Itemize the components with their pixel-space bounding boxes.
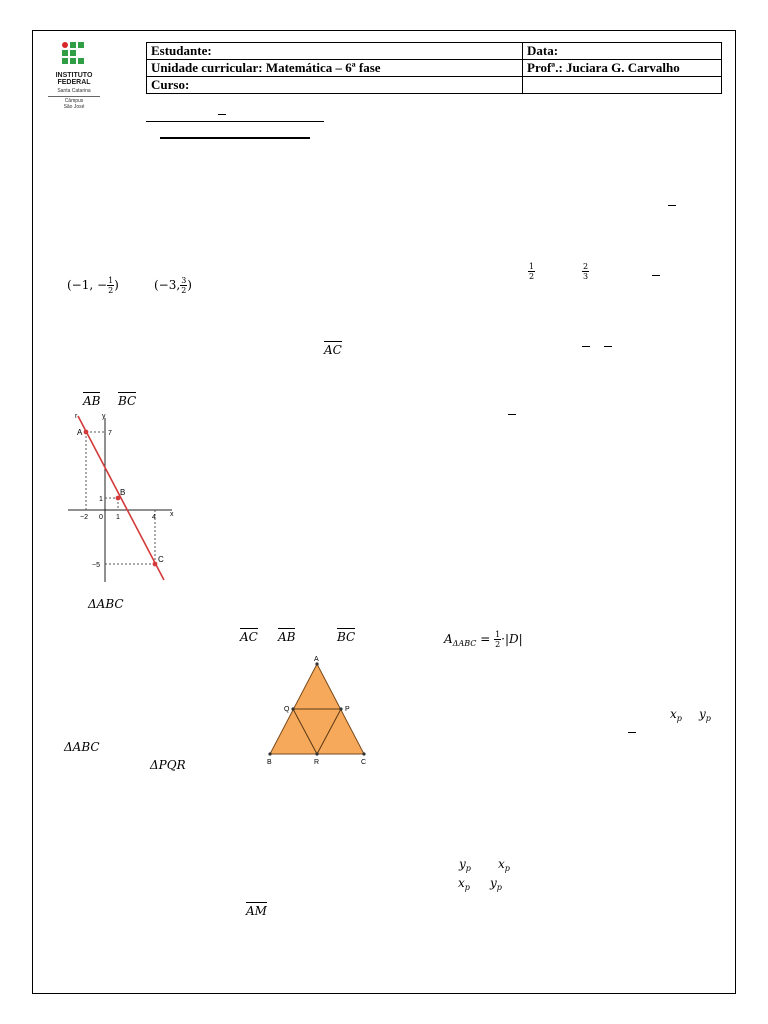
vertex-r-marker <box>315 752 318 755</box>
point-1: (−1, − $\frac{1}{2}$ ) <box>67 276 119 295</box>
dash-5 <box>508 414 516 415</box>
teacher-cell: Profª.: Juciara G. Carvalho <box>523 60 722 77</box>
point-c-marker <box>153 562 158 567</box>
line-graph <box>66 410 176 582</box>
tick-7: 7 <box>108 430 112 437</box>
triangle-abc-label-1: ΔABC <box>88 597 124 611</box>
date-cell[interactable]: Data: <box>523 43 722 60</box>
segment-ac-1: AC <box>324 343 342 357</box>
vertex-c-marker <box>362 752 365 755</box>
area-formula: $A_{\Delta ABC}$ = $\frac{1}{2}$ ·|D| <box>444 630 523 649</box>
header-table <box>146 42 722 94</box>
tick-neg5: −5 <box>92 562 100 569</box>
vertex-c-label: C <box>361 759 367 766</box>
logo-divider <box>48 96 100 97</box>
label-c: C <box>158 555 164 564</box>
triangle-figure <box>260 652 372 768</box>
subject-cell: Unidade curricular: Matemática – 6ª fase <box>147 60 523 77</box>
student-cell[interactable]: Estudante: <box>147 43 523 60</box>
tick-0: 0 <box>99 514 103 521</box>
x-axis-label: x <box>170 511 174 518</box>
tick-1: 1 <box>99 496 103 503</box>
triangle-abc-label-2: ΔABC <box>64 740 100 754</box>
vertex-b-marker <box>268 752 271 755</box>
point-a-marker <box>84 430 89 435</box>
vertex-p-marker <box>339 707 342 710</box>
empty-cell <box>523 77 722 94</box>
xp-label-3: $x_p$ <box>458 876 470 892</box>
dash-4 <box>604 346 612 347</box>
dash-2 <box>652 275 660 276</box>
title-underline-2 <box>160 137 310 139</box>
logo-campus: Câmpus São José <box>63 98 85 110</box>
vertex-a-label: A <box>314 656 319 663</box>
segment-am: AM <box>246 904 267 918</box>
vertex-b-label: B <box>267 759 272 766</box>
vertex-r-label: R <box>314 759 320 766</box>
dash-6 <box>628 732 636 733</box>
segment-ac-2: AC <box>240 630 258 644</box>
vertex-q-label: Q <box>284 706 290 713</box>
logo-grid-icon <box>62 42 84 70</box>
line-r <box>78 416 164 580</box>
segment-bc-1: BC <box>118 394 137 408</box>
segment-ab-1: AB <box>83 394 101 408</box>
vertex-p-label: P <box>345 706 350 713</box>
xp-label-2: $x_p$ <box>498 857 510 873</box>
segment-bc-2: BC <box>337 630 356 644</box>
course-cell[interactable]: Curso: <box>147 77 523 94</box>
line-label: r <box>75 413 78 420</box>
label-a: A <box>77 428 83 437</box>
label-b: B <box>120 488 126 497</box>
title-underline-1 <box>146 121 324 122</box>
institution-logo <box>44 42 104 122</box>
segment-ab-2: AB <box>278 630 296 644</box>
logo-subtitle: Santa Catarina <box>57 88 91 94</box>
fraction-a: $\frac{1}{2}$ <box>529 262 535 281</box>
point-2: (−3, $\frac{3}{2}$ ) <box>154 276 192 295</box>
tick-1-x: 1 <box>116 514 120 521</box>
title-dash <box>218 114 226 115</box>
logo-title: INSTITUTO FEDERAL <box>55 72 93 86</box>
yp-label-1: $y_p$ <box>699 707 711 723</box>
xp-label-1: $x_p$ <box>670 707 682 723</box>
vertex-q-marker <box>291 707 294 710</box>
dash-1 <box>668 205 676 206</box>
yp-label-2: $y_p$ <box>459 857 471 873</box>
tick-neg2: −2 <box>80 514 88 521</box>
tick-4: 4 <box>152 514 156 521</box>
dash-3 <box>582 346 590 347</box>
fraction-b: $\frac{2}{3}$ <box>583 262 589 281</box>
yp-label-3: $y_p$ <box>490 876 502 892</box>
triangle-pqr-label: ΔPQR <box>150 758 186 772</box>
y-axis-label: y <box>102 413 106 420</box>
